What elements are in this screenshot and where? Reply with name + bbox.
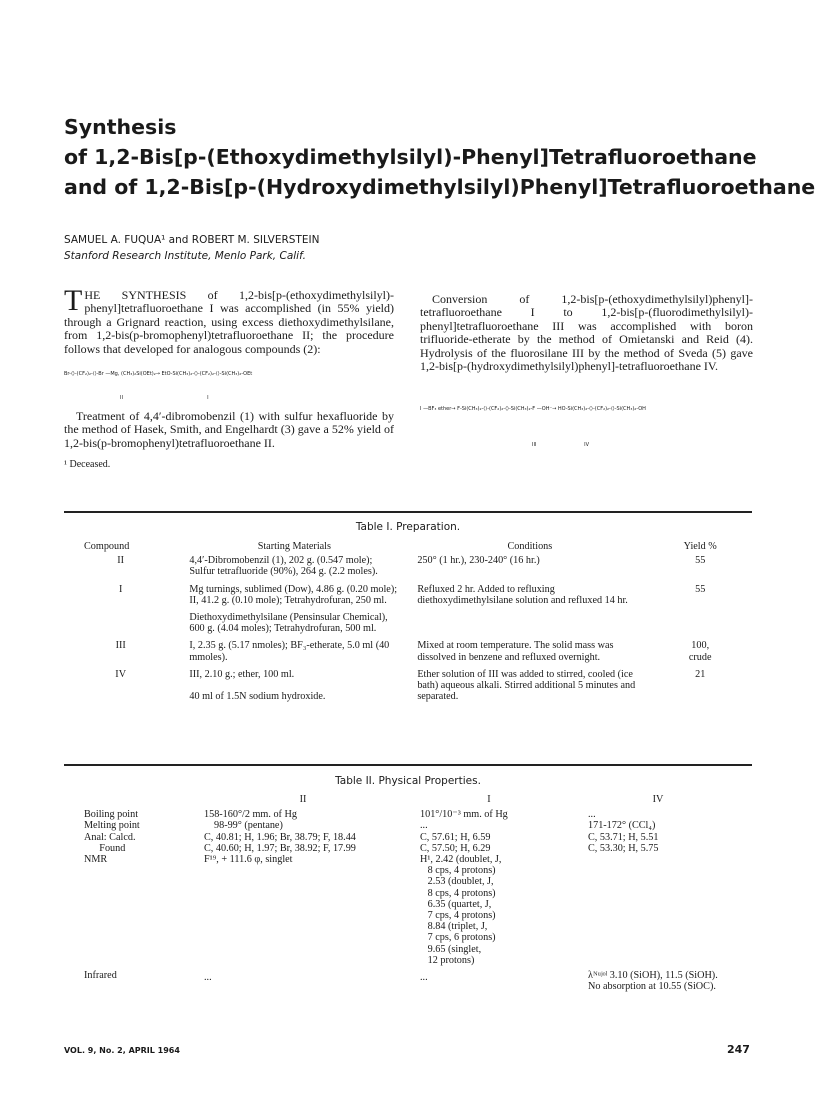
materials-cell: Mg turnings, sublimed (Dow), 4.86 g. (0.20 mole); II, 41.2 g. (0.10 mole); Tetrahydrofuran, 250 ml. bbox=[189, 583, 398, 606]
materials-cell: III, 2.10 g.; ether, 100 ml. 40 ml of 1.5N sodium hydroxide. bbox=[189, 668, 326, 703]
compound-cell: III bbox=[115, 640, 126, 652]
property-label: Boiling point bbox=[84, 809, 139, 821]
property-label: NMR bbox=[84, 854, 108, 866]
conditions-cell: 250° (1 hr.), 230-240° (16 hr.) bbox=[417, 555, 540, 567]
table-row bbox=[84, 843, 754, 854]
drop-cap: T bbox=[64, 284, 83, 317]
table-1-header-row bbox=[64, 541, 752, 552]
table-2-header-ii: II bbox=[299, 794, 307, 805]
table-row bbox=[84, 820, 754, 831]
reaction-scheme-2 bbox=[420, 395, 753, 455]
table-2-title: Table II. Physical Properties. bbox=[335, 775, 481, 787]
reaction-2-labels: III IV bbox=[532, 442, 589, 449]
property-label: Infrared bbox=[84, 970, 117, 982]
yield-cell: 55 bbox=[695, 583, 706, 595]
table-1-header-materials: Starting Materials bbox=[257, 541, 331, 552]
compound-cell bbox=[64, 610, 177, 638]
yield-cell: 100, crude bbox=[688, 640, 712, 663]
reaction-1-labels: II I bbox=[120, 395, 209, 402]
paper-title bbox=[64, 112, 816, 202]
materials-cell: Diethoxydimethylsilane (Pensinsular Chemical), 600 g. (4.04 moles); Tetrahydrofuran, 500 ml. bbox=[189, 612, 388, 635]
compound-cell: II bbox=[117, 555, 125, 567]
materials-cell: I, 2.35 g. (5.17 nmoles); BF₃-etherate, 5.0 ml (40 mmoles). bbox=[189, 640, 390, 663]
table-row bbox=[84, 805, 754, 820]
table-2-header-blank bbox=[84, 794, 190, 805]
compound-cell: I bbox=[118, 583, 123, 595]
iv-value: 171-172° (CCl₄) bbox=[588, 820, 656, 832]
title-line-2: of 1,2-Bis[p-(Ethoxydimethylsilyl)-Phenyl]Tetrafluoroethane bbox=[64, 145, 757, 169]
conditions-cell: Ether solution of III was added to stirred, cooled (ice bath) aqueous alkali. Stirred additional 5 minutes and separated. bbox=[417, 668, 636, 703]
i-value: C, 57.61; H, 6.59 bbox=[420, 831, 491, 843]
left-column bbox=[64, 284, 394, 472]
table-row bbox=[64, 667, 752, 707]
table-1-top-rule bbox=[64, 511, 752, 513]
i-value: ... bbox=[420, 972, 428, 984]
title-line-1: Synthesis bbox=[64, 115, 177, 139]
property-label: Found bbox=[84, 842, 126, 854]
yield-cell: 55 bbox=[695, 555, 706, 567]
table-row bbox=[64, 610, 752, 638]
reaction-2-equation: I —BF₃ ether→ F-Si(CH₃)₂-⟨⟩-(CF₂)₂-⟨⟩-Si(CH₃)₂-F —OH⁻→ HO-Si(CH₃)₂-⟨⟩-(CF₂)₂-⟨⟩-Si(CH₃)₂-OH bbox=[420, 406, 646, 413]
ii-value: C, 40.81; H, 1.96; Br, 38.79; F, 18.44 bbox=[204, 831, 356, 843]
iv-value: C, 53.30; H, 5.75 bbox=[588, 842, 659, 854]
physical-properties-table bbox=[84, 794, 754, 992]
i-value: ... bbox=[420, 820, 428, 832]
preparation-table bbox=[64, 541, 752, 706]
ii-value: ... bbox=[204, 972, 212, 984]
iv-value: ... bbox=[588, 809, 596, 821]
table-row bbox=[64, 582, 752, 610]
iv-value bbox=[562, 854, 754, 966]
yield-cell: 21 bbox=[695, 668, 706, 680]
reaction-scheme-1 bbox=[64, 362, 394, 406]
table-row bbox=[64, 552, 752, 581]
page-number: 247 bbox=[727, 1043, 750, 1056]
table-1-header-compound: Compound bbox=[84, 541, 130, 552]
compound-cell: IV bbox=[115, 668, 127, 680]
iv-value: C, 53.71; H, 5.51 bbox=[588, 831, 659, 843]
materials-cell: 4,4′-Dibromobenzil (1), 202 g. (0.547 mole); Sulfur tetrafluoride (90%), 264 g. (2.2 moles). bbox=[189, 555, 378, 578]
table-row bbox=[84, 966, 754, 992]
table-1-bottom-rule bbox=[64, 764, 752, 766]
conversion-paragraph: Conversion of 1,2-bis[p-(ethoxydimethylsilyl)phenyl]-tetrafluoroethane I to 1,2-bis[p-(fluorodimethylsilyl)-phenyl]tetrafluoroethane III was accomplished with boron trifluoride-etherate by the method of Omietanski and Reid (4). Hydrolysis of the fluorosilane III by the method of Sveda (5) gave 1,2-bis[p-(hydroxydimethylsilyl)phenyl]-tetrafluoroethane IV. bbox=[420, 292, 753, 374]
footnote: ¹ Deceased. bbox=[64, 459, 111, 471]
table-1-header-conditions: Conditions bbox=[507, 541, 553, 552]
affiliation: Stanford Research Institute, Menlo Park, Calif. bbox=[64, 250, 306, 262]
table-2-header-i: I bbox=[487, 794, 491, 805]
table-row bbox=[64, 638, 752, 666]
ii-value: 158-160°/2 mm. of Hg bbox=[204, 809, 297, 821]
i-value: 101°/10⁻³ mm. of Hg bbox=[420, 809, 508, 821]
dibromobenzil-paragraph: Treatment of 4,4′-dibromobenzil (1) with sulfur hexafluoride by the method of Hasek, Smith, and Engelhardt (3) gave a 52% yield of 1,2-bis(p-bromophenyl)tetrafluoroethane II. bbox=[64, 409, 394, 450]
reaction-1-equation: Br-⟨⟩-(CF₂)₂-⟨⟩-Br —Mg, (CH₃)₂Si(OEt)₂→ EtO-Si(CH₃)₂-⟨⟩-(CF₂)₂-⟨⟩-Si(CH₃)₂-OEt bbox=[64, 371, 253, 378]
conditions-cell: Refluxed 2 hr. Added to refluxing diethoxydimethylsilane solution and refluxed 14 hr. bbox=[417, 583, 628, 606]
intro-paragraph bbox=[64, 284, 394, 356]
table-row bbox=[84, 854, 754, 966]
i-value: H¹, 2.42 (doublet, J, 8 cps, 4 protons) 2.53 (doublet, J, 8 cps, 4 protons) 6.35 (quartet, J, 7 cps, 4 protons) 8.84 (triplet, J, 7 cps, 6 protons) 9.65 (singlet, 12 protons) bbox=[420, 854, 502, 966]
table-row bbox=[84, 832, 754, 843]
title-line-3: and of 1,2-Bis[p-(Hydroxydimethylsilyl)Phenyl]Tetrafluoroethane bbox=[64, 175, 816, 199]
table-1-header-yield: Yield % bbox=[683, 541, 717, 552]
table-2-header-iv: IV bbox=[652, 794, 664, 805]
property-label: Anal: Calcd. bbox=[84, 831, 136, 843]
intro-text: HE SYNTHESIS of 1,2-bis[p-(ethoxydimethylsilyl)-phenyl]tetrafluoroethane I was accomplished (in 55% yield) through a Grignard reaction, using excess diethoxydimethylsilane, from 1,2-bis(p-bromophenyl)tetrafluoroethane II; the procedure follows that developed for analogous compounds (2): bbox=[64, 288, 394, 356]
ii-value: 98-99° (pentane) bbox=[214, 820, 283, 832]
table-2-header-row bbox=[84, 794, 754, 805]
author-list: SAMUEL A. FUQUA¹ and ROBERT M. SILVERSTEIN bbox=[64, 234, 320, 246]
ii-value: C, 40.60; H, 1.97; Br, 38.92; F, 17.99 bbox=[204, 842, 356, 854]
property-label: Melting point bbox=[84, 820, 140, 832]
table-1-title: Table I. Preparation. bbox=[355, 521, 461, 533]
ii-value: F¹⁹, + 111.6 φ, singlet bbox=[204, 854, 293, 866]
journal-issue: VOL. 9, No. 2, APRIL 1964 bbox=[64, 1046, 180, 1055]
i-value: C, 57.50; H, 6.29 bbox=[420, 842, 491, 854]
conditions-cell bbox=[411, 610, 648, 638]
iv-value: λᴺᵘʲᵒˡ 3.10 (SiOH), 11.5 (SiOH). No absorption at 10.55 (SiOC). bbox=[588, 970, 718, 993]
right-column bbox=[420, 293, 753, 455]
yield-cell bbox=[648, 610, 752, 638]
conditions-cell: Mixed at room temperature. The solid mass was dissolved in benzene and refluxed overnight. bbox=[417, 640, 614, 663]
